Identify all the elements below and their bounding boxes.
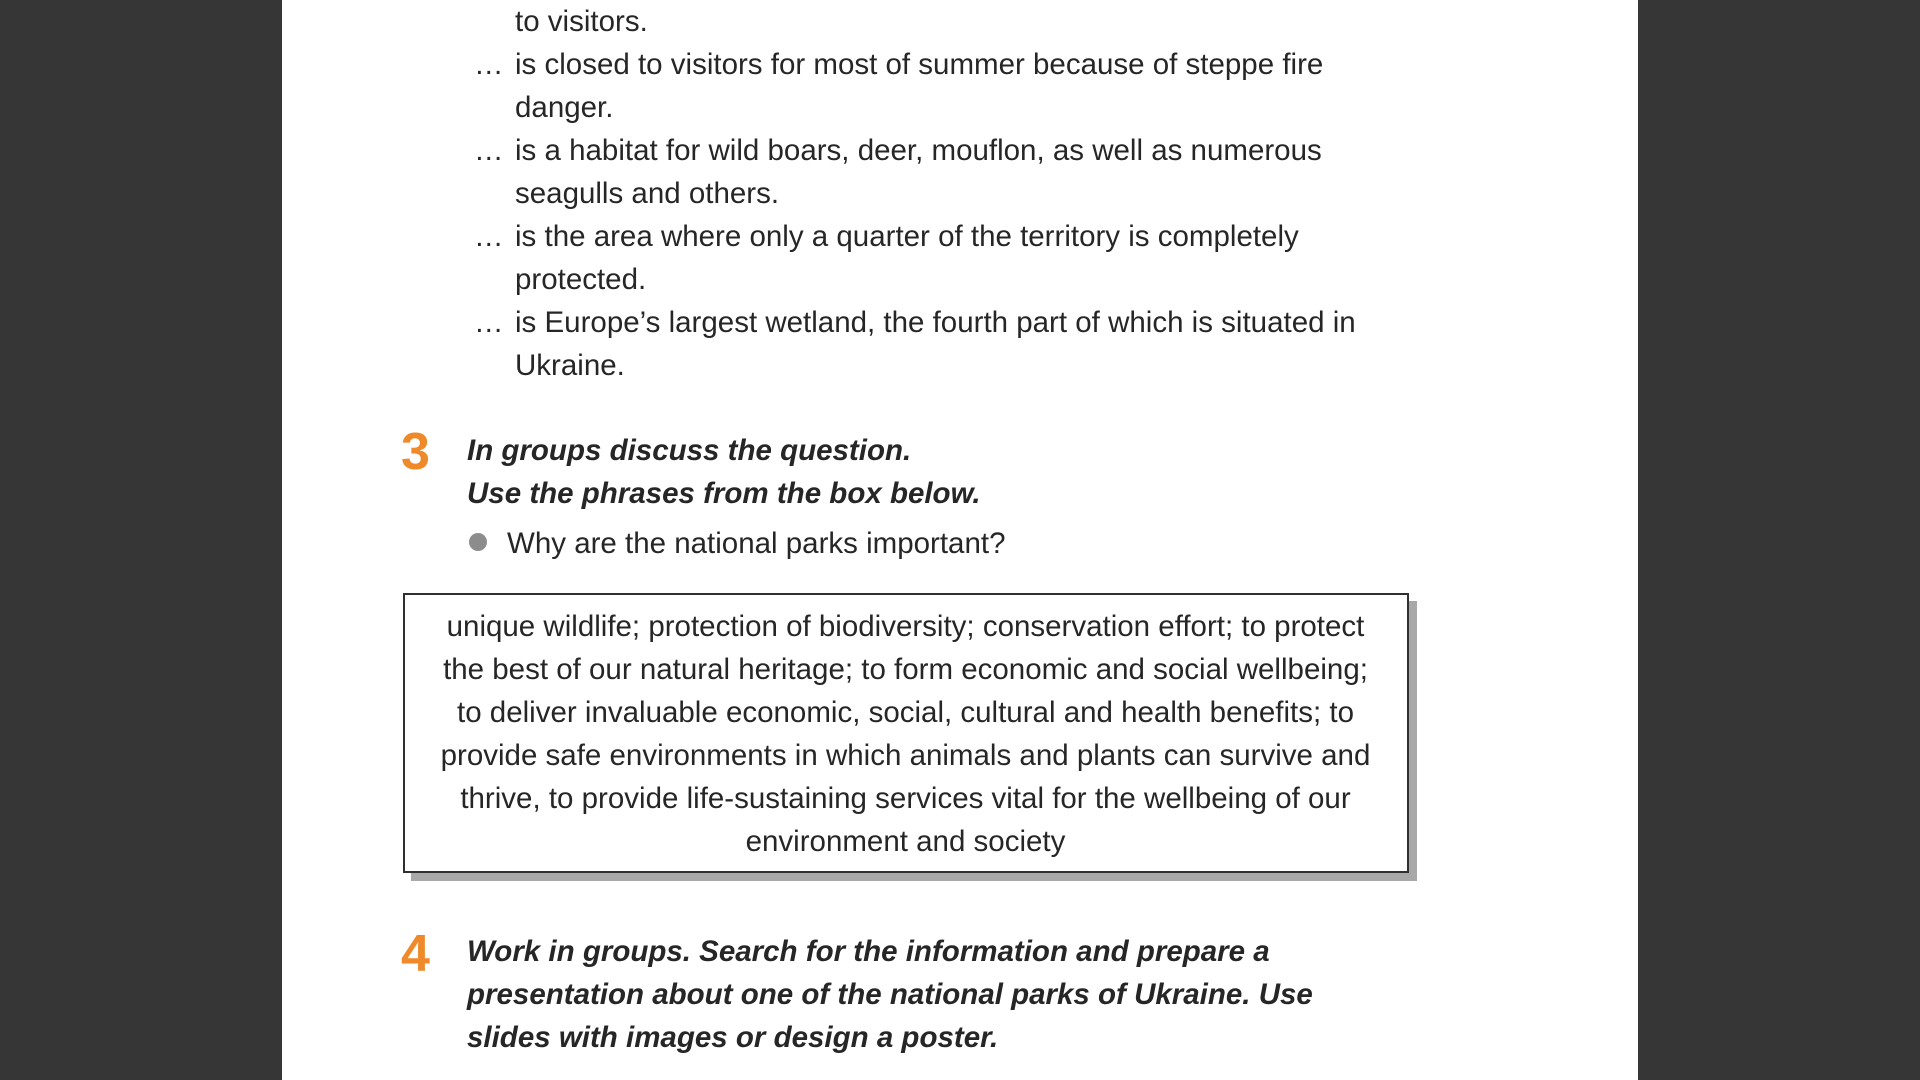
list-item-text: is the area where only a quarter of the territory is completely bbox=[515, 220, 1299, 253]
bullet-icon bbox=[469, 533, 487, 551]
list-leader: … bbox=[474, 48, 504, 81]
list-leader: … bbox=[474, 134, 504, 167]
task-3-number: 3 bbox=[401, 423, 430, 481]
list-item-text: danger. bbox=[515, 91, 614, 124]
task-4-instruction-line: Work in groups. Search for the information and prepare a bbox=[467, 935, 1270, 968]
task-3-instruction-line: Use the phrases from the box below. bbox=[467, 477, 981, 510]
list-item-continuation: to visitors. bbox=[515, 5, 648, 38]
phrase-box-line: unique wildlife; protection of biodiversity; conservation effort; to protect bbox=[446, 610, 1365, 643]
list-leader: … bbox=[474, 306, 504, 339]
list-leader: … bbox=[474, 220, 504, 253]
phrase-box-line: provide safe environments in which animals and plants can survive and bbox=[440, 739, 1371, 772]
textbook-page bbox=[282, 0, 1638, 1080]
list-item-text: protected. bbox=[515, 263, 647, 296]
task-3-question: Why are the national parks important? bbox=[507, 527, 1006, 560]
list-item-text: is closed to visitors for most of summer because of steppe fire bbox=[515, 48, 1324, 81]
phrase-box-line: to deliver invaluable economic, social, cultural and health benefits; to bbox=[457, 696, 1354, 729]
phrase-box bbox=[403, 593, 1409, 873]
task-4-instruction-line: slides with images or design a poster. bbox=[467, 1021, 999, 1054]
list-item-text: seagulls and others. bbox=[515, 177, 780, 210]
list-item-text: Ukraine. bbox=[515, 349, 625, 382]
phrase-box-line: thrive, to provide life-sustaining services vital for the wellbeing of our bbox=[460, 782, 1351, 815]
list-item-text: is Europe’s largest wetland, the fourth part of which is situated in bbox=[515, 306, 1356, 339]
phrase-box-line: the best of our natural heritage; to form economic and social wellbeing; bbox=[443, 653, 1368, 686]
phrase-box-line: environment and society bbox=[745, 825, 1066, 858]
task-4-number: 4 bbox=[401, 925, 430, 983]
task-3-instruction-line: In groups discuss the question. bbox=[467, 434, 912, 467]
list-item-text: is a habitat for wild boars, deer, mouflon, as well as numerous bbox=[515, 134, 1322, 167]
task-4-instruction-line: presentation about one of the national parks of Ukraine. Use bbox=[467, 978, 1313, 1011]
